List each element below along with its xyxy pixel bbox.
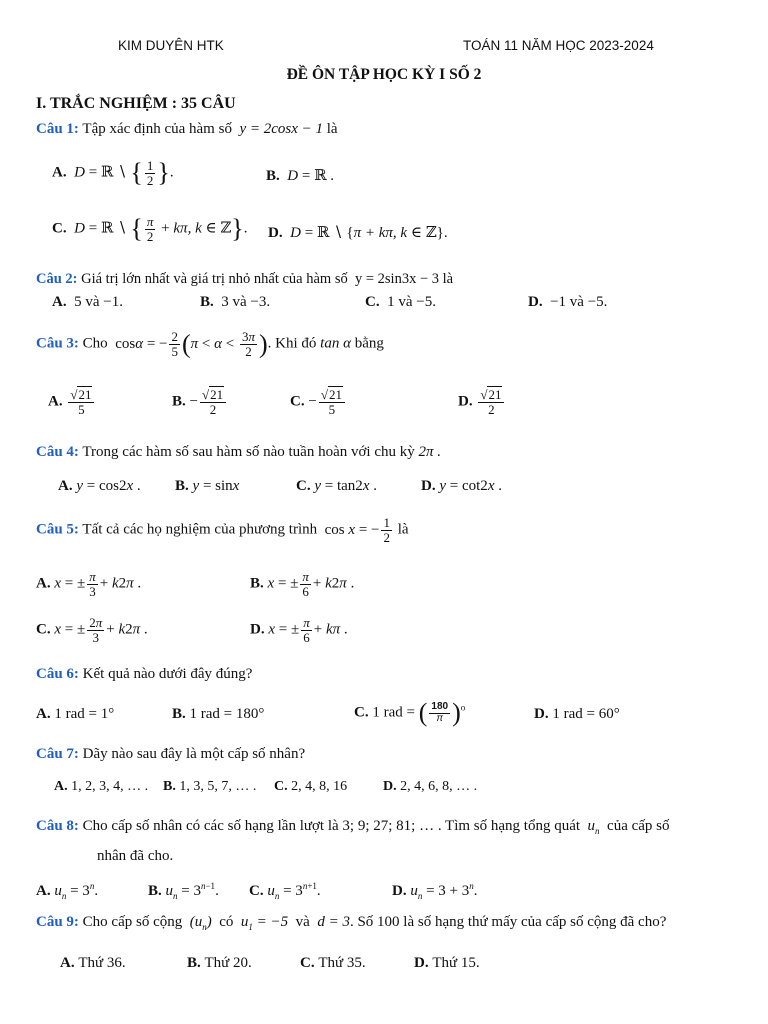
- formula: tan α: [320, 335, 351, 352]
- option-letter: A.: [52, 294, 67, 310]
- q5-option-c[interactable]: C. x = ± $\frac{2\pi}{3}$ + k2π .: [36, 615, 148, 645]
- q5-option-d[interactable]: D. x = ± $\frac{\pi}{6}$ + kπ .: [250, 615, 348, 645]
- q1-option-b[interactable]: B. D = ℝ .: [266, 168, 335, 184]
- formula: cosα = − $\frac{2}{5}$ (π < α < $\frac{3\pi}{2}$ ): [111, 329, 268, 359]
- question-9: [36, 913, 738, 933]
- option-letter: A.: [36, 706, 51, 722]
- q8-option-a[interactable]: A. $u_n = 3^n$.: [36, 881, 99, 901]
- question-label: Câu 5:: [36, 521, 79, 538]
- option-letter: A.: [54, 779, 68, 794]
- option-letter: D.: [534, 706, 549, 722]
- option-text: 1 và −5.: [387, 294, 436, 310]
- option-text: 5 và −1.: [74, 294, 123, 310]
- q7-option-a[interactable]: [54, 779, 148, 795]
- formula: $u_1 = -5$: [237, 914, 292, 932]
- q2-option-d[interactable]: [528, 294, 607, 311]
- q3-option-c[interactable]: C. − $\frac{√21}{5}$: [290, 388, 347, 416]
- option-letter: B.: [175, 478, 189, 494]
- option-letter: B.: [250, 575, 264, 592]
- option-letter: C.: [354, 704, 369, 721]
- question-tail: 2π .: [418, 444, 441, 460]
- q6-option-d[interactable]: [534, 706, 620, 723]
- header-right: TOÁN 11 NĂM HỌC 2023-2024: [463, 38, 654, 53]
- option-letter: C.: [274, 779, 288, 794]
- option-text: 1 rad = 180°: [189, 706, 265, 722]
- q2-option-a[interactable]: [52, 294, 123, 311]
- q7-option-c[interactable]: [274, 779, 347, 795]
- option-text: 1, 3, 5, 7, … .: [179, 779, 257, 794]
- option-letter: A.: [48, 393, 63, 410]
- q4-option-d[interactable]: D. y = cot2x .: [421, 478, 502, 494]
- question-tail: là: [442, 271, 454, 287]
- option-text: 2, 4, 8, 16: [291, 779, 348, 794]
- question-tail: của cấp số: [607, 818, 670, 834]
- question-tail: bằng: [354, 335, 384, 352]
- option-letter: B.: [200, 294, 214, 310]
- question-tail: . Khi đó: [267, 335, 317, 352]
- question-label: Câu 6:: [36, 666, 79, 682]
- question-text: có: [219, 914, 234, 930]
- option-letter: C.: [249, 883, 264, 899]
- formula: $u_n$: [583, 818, 600, 836]
- option-letter: A.: [58, 478, 73, 494]
- option-letter: D.: [458, 393, 473, 410]
- option-text: Thứ 15.: [432, 955, 480, 971]
- option-letter: D.: [383, 779, 397, 794]
- q4-option-a[interactable]: A. y = cos2x .: [58, 478, 141, 494]
- option-text: −1 và −5.: [550, 294, 608, 310]
- question-1: [36, 120, 738, 139]
- question-text: Giá trị lớn nhất và giá trị nhỏ nhất của hàm số: [81, 271, 348, 287]
- q8-option-d[interactable]: D. $u_n = 3 + 3^n$.: [392, 881, 478, 901]
- q8-option-c[interactable]: C. $u_n = 3^{n+1}$.: [249, 881, 321, 901]
- option-letter: D.: [268, 225, 283, 241]
- question-label: Câu 3:: [36, 335, 79, 352]
- option-letter: C.: [290, 393, 305, 410]
- option-letter: A.: [36, 575, 51, 592]
- option-letter: A.: [52, 164, 67, 181]
- option-text: 1, 2, 3, 4, … .: [71, 779, 149, 794]
- q6-option-a[interactable]: [36, 706, 114, 723]
- q4-option-c[interactable]: C. y = tan2x .: [296, 478, 377, 494]
- q2-option-b[interactable]: [200, 294, 270, 311]
- option-text: 1 rad =: [372, 704, 415, 721]
- option-text: 1 rad = 1°: [54, 706, 115, 722]
- question-tail: là: [397, 521, 409, 538]
- question-text: Cho cấp số nhân có các số hạng lần lượt là 3; 9; 27; 81; … . Tìm số hạng tổng quát: [82, 818, 581, 834]
- question-text: Trong các hàm số sau hàm số nào tuần hoàn với chu kỳ: [82, 444, 415, 460]
- page-title: ĐỀ ÔN TẬP HỌC KỲ I SỐ 2: [286, 66, 482, 83]
- option-letter: B.: [148, 883, 162, 899]
- option-letter: C.: [36, 621, 51, 638]
- q9-option-d[interactable]: [414, 955, 480, 972]
- option-letter: B.: [172, 706, 186, 722]
- question-text: Kết quả nào dưới đây đúng?: [82, 666, 253, 682]
- q1-option-a[interactable]: A. D = ℝ ∖ { $\frac{1}{2}$ }.: [52, 157, 174, 188]
- question-8-line2: nhân đã cho.: [97, 848, 174, 864]
- question-label: Câu 7:: [36, 746, 79, 762]
- q2-option-c[interactable]: [365, 294, 436, 311]
- question-text: Tập xác định của hàm số: [82, 121, 232, 137]
- question-label: Câu 9:: [36, 914, 79, 930]
- formula: $(u_n)$: [186, 914, 216, 932]
- option-letter: D.: [528, 294, 543, 310]
- option-letter: C.: [52, 220, 67, 237]
- question-text: và: [295, 914, 310, 930]
- q3-option-a[interactable]: A. $\frac{√21}{5}$: [48, 388, 96, 416]
- option-letter: C.: [300, 955, 315, 971]
- q9-option-c[interactable]: [300, 955, 366, 972]
- question-4: [36, 443, 738, 462]
- option-letter: A.: [60, 955, 75, 971]
- option-letter: A.: [36, 883, 51, 899]
- q6-option-b[interactable]: [172, 706, 264, 723]
- q4-option-b[interactable]: B. y = sinx: [175, 478, 240, 494]
- q9-option-b[interactable]: [187, 955, 252, 972]
- option-letter: C.: [365, 294, 380, 310]
- formula: y = 2sin3x − 3: [351, 271, 443, 287]
- option-text: Thứ 36.: [78, 955, 126, 971]
- question-label: Câu 2:: [36, 271, 78, 287]
- q7-option-d[interactable]: [383, 779, 477, 795]
- option-letter: D.: [392, 883, 407, 899]
- question-7: [36, 745, 738, 764]
- question-tail: . Số 100 là số hạng thứ mấy của cấp số cộng đã cho?: [349, 914, 667, 930]
- option-letter: B.: [266, 168, 280, 184]
- question-text: Cho cấp số cộng: [82, 914, 183, 930]
- formula: d = 3: [313, 914, 350, 930]
- question-3: [36, 328, 738, 361]
- q3-option-d[interactable]: D. $\frac{√21}{2}$: [458, 388, 506, 416]
- question-6: [36, 665, 738, 684]
- q1-option-d[interactable]: D. D = ℝ ∖ {π + kπ, k ∈ ℤ}.: [268, 225, 448, 241]
- option-letter: D.: [250, 621, 265, 638]
- section-heading: I. TRẮC NGHIỆM : 35 CÂU: [36, 95, 236, 112]
- question-tail: là: [326, 121, 338, 137]
- q6-option-c[interactable]: C. 1 rad = ( $\frac{180}{\pi}$ )$^o$: [354, 698, 466, 727]
- question-text: Tất cả các họ nghiệm của phương trình: [82, 521, 318, 538]
- question-5: [36, 516, 738, 544]
- question-label: Câu 1:: [36, 121, 79, 137]
- option-letter: D.: [421, 478, 436, 494]
- option-letter: B.: [187, 955, 201, 971]
- question-8: [36, 817, 738, 837]
- q1-option-c[interactable]: C. D = ℝ ∖ { $\frac{\pi}{2}$ + kπ, k ∈ ℤ}.: [52, 213, 248, 244]
- option-text: Thứ 20.: [204, 955, 252, 971]
- question-label: Câu 4:: [36, 444, 79, 460]
- option-letter: D.: [414, 955, 429, 971]
- q8-option-b[interactable]: B. $u_n = 3^{n-1}$.: [148, 881, 219, 901]
- formula: y = 2cosx − 1: [235, 121, 324, 137]
- question-text: Dãy nào sau đây là một cấp số nhân?: [82, 746, 306, 762]
- q5-option-a[interactable]: A. x = ± $\frac{\pi}{3}$ + k2π .: [36, 569, 142, 599]
- header-left: KIM DUYÊN HTK: [118, 38, 224, 53]
- option-letter: C.: [296, 478, 311, 494]
- option-text: 3 và −3.: [221, 294, 271, 310]
- q3-option-b[interactable]: B. − $\frac{√21}{2}$: [172, 388, 228, 416]
- q9-option-a[interactable]: [60, 955, 126, 972]
- q5-option-b[interactable]: B. x = ± $\frac{\pi}{6}$ + k2π .: [250, 569, 355, 599]
- question-text: Cho: [82, 335, 108, 352]
- option-text: Thứ 35.: [318, 955, 366, 971]
- q7-option-b[interactable]: [163, 779, 256, 795]
- option-text: 1 rad = 60°: [552, 706, 620, 722]
- formula: cos x = − $\frac{1}{2}$: [320, 515, 390, 545]
- question-label: Câu 8:: [36, 818, 79, 834]
- option-letter: B.: [163, 779, 176, 794]
- option-text: 2, 4, 6, 8, … .: [400, 779, 478, 794]
- question-2: [36, 270, 738, 288]
- option-letter: B.: [172, 393, 186, 410]
